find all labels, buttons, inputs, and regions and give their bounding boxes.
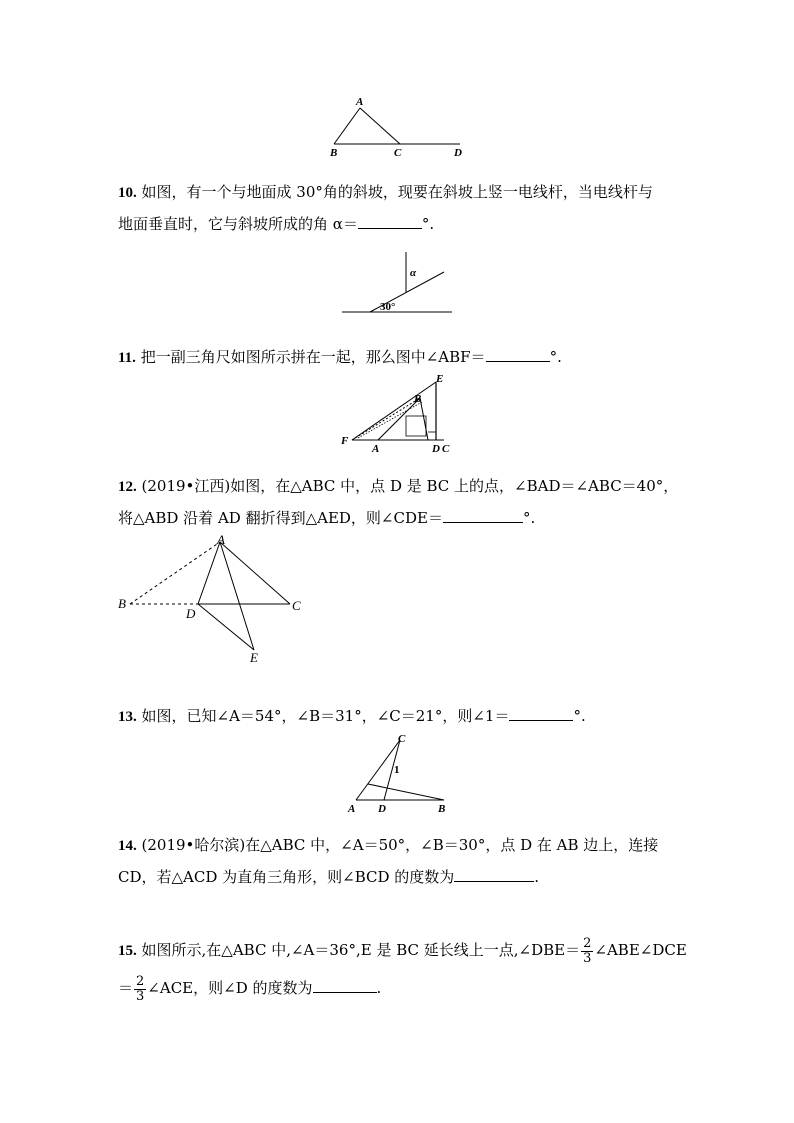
- fig11-label-e: E: [436, 373, 444, 385]
- q15-number: 15.: [118, 943, 137, 959]
- q15-text-b: ∠ABE∠DCE: [594, 941, 687, 959]
- q12-text2: 将△ABD 沿着 AD 翻折得到△AED，则∠CDE＝: [118, 509, 443, 527]
- fig9-diagram: [320, 92, 470, 160]
- fig12-label-d: D: [186, 606, 196, 621]
- fig11-label-b: B: [414, 393, 422, 405]
- q12-number: 12.: [118, 479, 137, 495]
- fig9-label-b: B: [330, 147, 338, 159]
- q10-text2: 地面垂直时，它与斜坡所成的角 α＝: [118, 215, 358, 233]
- q15-line1: [118, 930, 687, 971]
- q13-line: [118, 700, 586, 733]
- fig13-label-a: A: [348, 803, 356, 815]
- q11-line: [118, 341, 562, 374]
- fig13-label-d: D: [378, 803, 386, 815]
- fig11-label-d: D: [432, 443, 440, 455]
- q11-text: 把一副三角尺如图所示拼在一起，那么图中∠ABF＝: [140, 348, 486, 366]
- q14-text2: CD，若△ACD 为直角三角形，则∠BCD 的度数为: [118, 868, 455, 886]
- q14-end: .: [534, 868, 540, 886]
- q15-fraction-1: $\frac{2}{3}$: [583, 935, 592, 966]
- q15-end: .: [376, 979, 382, 997]
- fig10-label-alpha: α: [410, 267, 417, 279]
- q15-text2: ∠ACE，则∠D 的度数为: [147, 979, 313, 997]
- fig12-label-b: B: [118, 596, 126, 611]
- fig12-label-c: C: [292, 598, 301, 613]
- q14-text: (2019•哈尔滨)在△ABC 中，∠A＝50°，∠B＝30°，点 D 在 AB 边上，连接: [141, 836, 659, 854]
- fig9-label-d: D: [454, 147, 462, 159]
- q14-line2: [118, 861, 539, 893]
- q13-answer-blank[interactable]: [509, 702, 573, 721]
- fig13-label-b: B: [438, 803, 446, 815]
- fig11-label-c: C: [442, 443, 450, 455]
- fig11-label-f: F: [341, 435, 349, 447]
- fig13-label-c: C: [398, 733, 406, 745]
- q12-answer-blank[interactable]: [443, 504, 523, 523]
- fig10-label-30: 30°: [380, 301, 396, 313]
- q10-answer-blank[interactable]: [358, 210, 422, 229]
- fig12-diagram: [114, 534, 310, 668]
- q15-eq: ＝: [118, 979, 134, 997]
- q14-answer-blank[interactable]: [454, 863, 534, 882]
- q10-line2: [118, 208, 434, 240]
- fig11-label-a: A: [372, 443, 380, 455]
- q12-unit: °.: [522, 509, 536, 527]
- q13-unit: °.: [573, 707, 586, 725]
- fig9-label-c: C: [394, 147, 402, 159]
- q12-line1: [118, 470, 678, 503]
- q11-unit: °.: [549, 348, 562, 366]
- q13-number: 13.: [118, 709, 137, 725]
- q10-text: 如图，有一个与地面成 30°角的斜坡，现要在斜坡上竖一电线杆，当电线杆与: [141, 183, 653, 201]
- q10-line1: [118, 176, 653, 209]
- q12-line2: [118, 502, 535, 534]
- fig12-label-e: E: [250, 650, 258, 665]
- q15-answer-blank[interactable]: [313, 974, 377, 993]
- q15-fraction-2: $\frac{2}{3}$: [136, 973, 145, 1004]
- q15-line2: [118, 968, 381, 1008]
- fig13-label-1: 1: [394, 764, 400, 776]
- fig9-label-a: A: [356, 96, 364, 108]
- q13-text: 如图，已知∠A＝54°，∠B＝31°，∠C＝21°，则∠1＝: [141, 707, 510, 725]
- q12-text: (2019•江西)如图，在△ABC 中，点 D 是 BC 上的点，∠BAD＝∠ABC＝40°，: [141, 477, 679, 495]
- q11-answer-blank[interactable]: [486, 343, 550, 362]
- fig11-diagram: [338, 372, 460, 458]
- q15-text: 如图所示,在△ABC 中,∠A＝36°,E 是 BC 延长线上一点,∠DBE＝: [141, 941, 581, 959]
- q14-line1: [118, 829, 658, 862]
- fig12-label-a: A: [217, 534, 225, 547]
- q14-number: 14.: [118, 838, 137, 854]
- q10-number: 10.: [118, 185, 137, 201]
- q10-unit: °.: [421, 215, 435, 233]
- q11-number: 11.: [118, 350, 136, 366]
- fig13-diagram: [342, 730, 452, 816]
- fig10-diagram: [340, 246, 455, 318]
